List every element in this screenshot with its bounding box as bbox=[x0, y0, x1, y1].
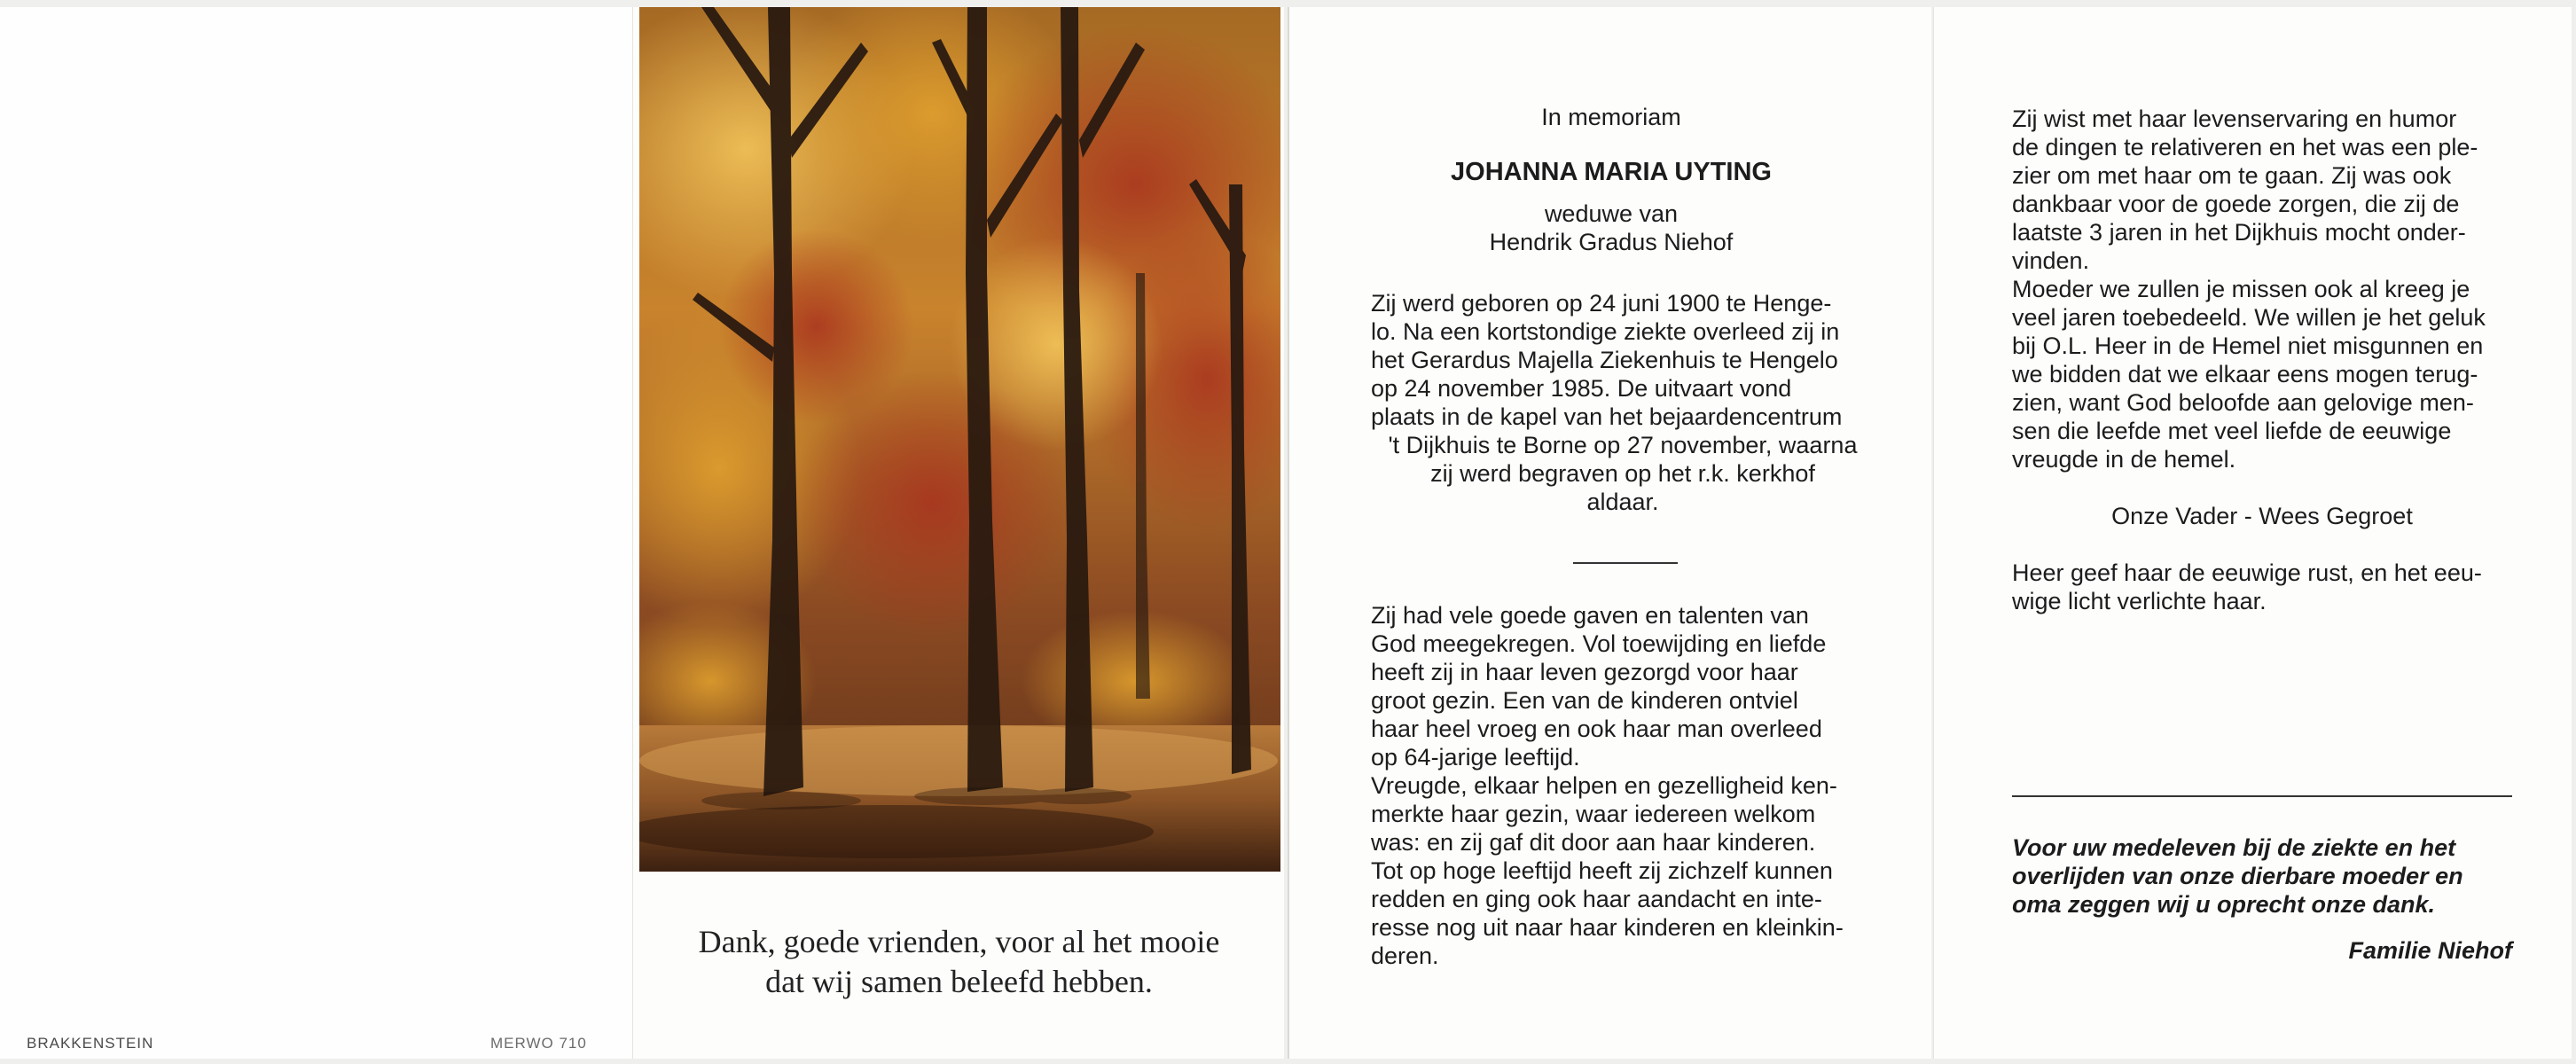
para-line: Zij wist met haar levenservaring en humor bbox=[2012, 106, 2457, 132]
rest-prayer bbox=[2012, 559, 2512, 615]
para-line: bij O.L. Heer in de Hemel niet misgunnen en bbox=[2012, 332, 2484, 359]
life-line: op 64-jarige leeftijd. bbox=[1371, 744, 1580, 771]
life-line: Vreugde, elkaar helpen en gezelligheid ken- bbox=[1371, 772, 1837, 799]
bio-paragraph bbox=[1371, 289, 1875, 516]
para-line: zier om met haar om te gaan. Zij was ook bbox=[2012, 162, 2452, 189]
bio-line: zij werd begraven op het r.k. kerkhof bbox=[1430, 460, 1815, 487]
bio-line: aldaar. bbox=[1586, 489, 1659, 515]
quote-line-2: dat wij samen beleefd hebben. bbox=[765, 964, 1153, 999]
para-line: veel jaren toebedeeld. We willen je het geluk bbox=[2012, 304, 2486, 331]
memorial-quote bbox=[633, 922, 1285, 1002]
deceased-name: JOHANNA MARIA UYTING bbox=[1451, 158, 1772, 186]
bio-line: 't Dijkhuis te Borne op 27 november, waarna bbox=[1388, 432, 1858, 458]
life-line: was: en zij gaf dit door aan haar kinderen. bbox=[1371, 829, 1816, 856]
memoriam-heading: In memoriam bbox=[1541, 104, 1681, 130]
husband-name: Hendrik Gradus Niehof bbox=[1489, 229, 1734, 255]
thanks-line: Voor uw medeleven bij de ziekte en het bbox=[2012, 834, 2456, 861]
rest-line: wige licht verlichte haar. bbox=[2012, 588, 2267, 614]
autumn-forest-photo bbox=[639, 7, 1280, 872]
para-line: de dingen te relativeren en het was een ple- bbox=[2012, 134, 2478, 160]
bio-line: Zij werd geboren op 24 juni 1900 te Henge- bbox=[1371, 290, 1832, 317]
para-line: vreugde in de hemel. bbox=[2012, 446, 2236, 473]
rest-line: Heer geef haar de eeuwige rust, en het eeu- bbox=[2012, 559, 2482, 586]
thanks-line: oma zeggen wij u oprecht onze dank. bbox=[2012, 891, 2436, 918]
life-line: Zij had vele goede gaven en talenten van bbox=[1371, 602, 1809, 629]
publisher-name: BRAKKENSTEIN bbox=[27, 1035, 154, 1052]
thanks-panel bbox=[1933, 7, 2572, 1059]
para-line: zien, want God beloofde aan gelovige men- bbox=[2012, 389, 2474, 416]
bio-line: het Gerardus Majella Ziekenhuis te Hengelo bbox=[1371, 347, 1838, 373]
life-line: merkte haar gezin, waar iedereen welkom bbox=[1371, 801, 1816, 827]
life-line: haar heel vroeg en ook haar man overleed bbox=[1371, 716, 1822, 742]
bio-line: lo. Na een kortstondige ziekte overleed zij in bbox=[1371, 318, 1840, 345]
section-divider bbox=[1573, 562, 1678, 564]
life-paragraph bbox=[1371, 601, 1875, 970]
para-line: laatste 3 jaren in het Dijkhuis mocht onder- bbox=[2012, 219, 2466, 246]
para-line: we bidden dat we elkaar eens mogen terug- bbox=[2012, 361, 2478, 387]
print-code: MERWO 710 bbox=[490, 1035, 587, 1052]
para-line: dankbaar voor de goede zorgen, die zij de bbox=[2012, 191, 2460, 217]
para-line: Moeder we zullen je missen ook al kreeg je bbox=[2012, 276, 2470, 302]
card-back-panel bbox=[0, 7, 632, 1059]
bio-line: op 24 november 1985. De uitvaart vond bbox=[1371, 375, 1792, 402]
life-line: resse nog uit naar haar kinderen en kleinkin- bbox=[1371, 914, 1844, 941]
photo-panel bbox=[632, 7, 1284, 1059]
life-line: redden en ging ook haar aandacht en inte- bbox=[1371, 886, 1822, 912]
widow-of-label: weduwe van bbox=[1544, 200, 1679, 227]
life-line: God meegekregen. Vol toewijding en liefde bbox=[1371, 630, 1827, 657]
thanks-paragraph bbox=[2012, 833, 2512, 919]
bio-line: plaats in de kapel van het bejaardencentrum bbox=[1371, 403, 1843, 430]
quote-line-1: Dank, goede vrienden, voor al het mooie bbox=[698, 924, 1220, 959]
thanks-line: overlijden van onze dierbare moeder en bbox=[2012, 863, 2463, 889]
para-line: sen die leefde met veel liefde de eeuwige bbox=[2012, 418, 2452, 444]
life-line: Tot op hoge leeftijd heeft zij zichzelf kunnen bbox=[1371, 857, 1833, 884]
memoriam-panel bbox=[1288, 7, 1931, 1059]
life-line: deren. bbox=[1371, 943, 1439, 969]
family-signature: Familie Niehof bbox=[2348, 937, 2512, 964]
memories-paragraph bbox=[2012, 105, 2512, 473]
para-line: vinden. bbox=[2012, 247, 2090, 274]
life-line: groot gezin. Een van de kinderen ontviel bbox=[1371, 687, 1798, 714]
prayers-line: Onze Vader - Wees Gegroet bbox=[2111, 503, 2413, 529]
life-line: heeft zij in haar leven gezorgd voor haar bbox=[1371, 659, 1798, 685]
thanks-divider bbox=[2012, 795, 2512, 797]
